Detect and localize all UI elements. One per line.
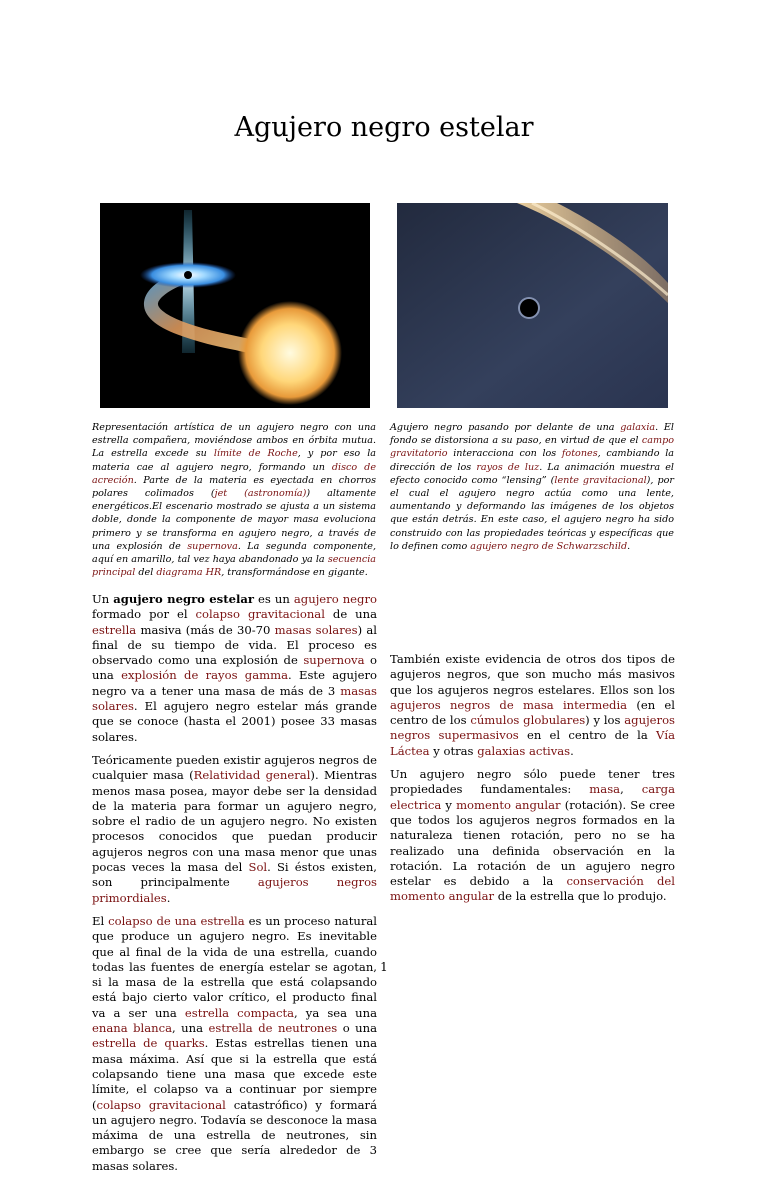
- link-lente-gravitacional[interactable]: lente gravitacional: [554, 474, 647, 486]
- link-colapso-gravitacional[interactable]: colapso gravitacional: [195, 607, 325, 622]
- black-hole-companion-star-image: [100, 203, 370, 408]
- link-galaxias-activas[interactable]: galaxias activas: [477, 743, 571, 758]
- link-agujeros-masa-intermedia[interactable]: agujeros negros de masa intermedia: [390, 697, 628, 712]
- link-masa[interactable]: masa: [589, 782, 621, 797]
- link-relatividad-general[interactable]: Relatividad general: [193, 768, 311, 783]
- page-title: Agujero negro estelar: [234, 112, 534, 143]
- link-disco-de-acrecion[interactable]: disco de acreción: [92, 461, 377, 486]
- body-column-right: [390, 652, 675, 913]
- paragraph-colapso-a: El colapso de una estrella es un proceso natural que produce un agujero negro. Es inevitable que al final de la vida de una estrella, cuando todas las fuentes de energía estelar se agotan, si la masa de la estrella que está colapsando está bajo cierto valor crítico, el producto final va a ser una estrella compacta, ya sea una enana blanca, una estrella de neutrones o una estrella de quarks. Estas estrellas tienen una masa máxima. Así que si la estrella que está colapsando tiene una masa que excede este límite, el colapso va a continuar por siempre (colapso gravitacional catastrófico) y formará un agujero negro. Todavía se desconoce la masa máxima de una estrella de neutrones, sin embargo se cree que sería alrededor de 3 masas solares.: [92, 913, 378, 1173]
- link-momento-angular[interactable]: momento angular: [456, 797, 561, 812]
- link-colapso-de-una-estrella[interactable]: colapso de una estrella: [108, 913, 245, 928]
- link-estrella[interactable]: estrella: [92, 622, 137, 637]
- body-column-left: [92, 592, 377, 1182]
- link-diagrama-hr[interactable]: diagrama HR: [156, 567, 222, 579]
- link-estrella-compacta[interactable]: estrella compacta: [184, 1005, 295, 1020]
- link-rayos-de-luz[interactable]: rayos de luz: [476, 461, 540, 473]
- black-hole-lensing-galaxy-image: [397, 203, 668, 408]
- link-agujeros-negros-primordiales[interactable]: agujeros negros primordiales: [92, 875, 377, 905]
- link-secuencia-principal[interactable]: secuencia principal: [92, 554, 376, 579]
- link-galaxia[interactable]: galaxia: [620, 422, 656, 433]
- link-carga-electrica[interactable]: carga electrica: [390, 782, 676, 812]
- link-estrella-de-quarks[interactable]: estrella de quarks: [92, 1036, 205, 1051]
- link-agujero-negro-schwarzschild[interactable]: agujero negro de Schwarzschild: [470, 540, 628, 552]
- link-jet-astronomia[interactable]: jet (astronomía): [214, 488, 307, 500]
- page-number: 1: [380, 960, 388, 974]
- link-masas-solares[interactable]: masas solares: [274, 622, 358, 637]
- caption-right: Agujero negro pasando por delante de una galaxia. El fondo se distorsiona a su paso, en virtud de que el campo gravitatorio interacciona con los fotones, cambiando la dirección de los rayos de luz. La animación muestra el efecto conocido como “lensing” (lente gravitacional), por el cual el agujero negro actúa como una lente, aumentando y deformando las imágenes de los objetos que están detrás. En este caso, el agujero negro ha sido construido con las propiedades teóricas y específicas que lo definen como agujero negro de Schwarzschild.: [390, 422, 675, 552]
- link-via-lactea[interactable]: Vía Láctea: [390, 728, 675, 758]
- link-masas-solares-2[interactable]: masas solares: [92, 683, 377, 714]
- link-supernova[interactable]: supernova: [187, 540, 238, 552]
- link-explosion-rayos-gamma[interactable]: explosión de rayos gamma: [121, 668, 289, 683]
- link-colapso-gravitacional-2[interactable]: colapso gravitacional: [96, 1097, 226, 1112]
- link-conservacion-momento-angular[interactable]: conservación del momento angular: [390, 874, 675, 904]
- paragraph-otros-tipos: También existe evidencia de otros dos tipos de agujeros negros, que son mucho más masivos que los agujeros negros estelares. Ellos son los agujeros negros de masa intermedia (en el centro de los cúmulos globulares) y los agujeros negros supermasivos en el centro de la Vía Láctea y otras galaxias activas.: [390, 652, 675, 758]
- link-fotones[interactable]: fotones: [561, 448, 598, 460]
- link-agujero-negro[interactable]: agujero negro: [293, 592, 377, 606]
- link-estrella-de-neutrones[interactable]: estrella de neutrones: [208, 1021, 338, 1036]
- link-limite-de-roche[interactable]: límite de Roche: [213, 448, 298, 460]
- link-campo-gravitatorio[interactable]: campo gravitatorio: [390, 435, 674, 460]
- caption-left: Representación artística de un agujero negro con una estrella compañera, moviéndose ambos en órbita mutua. La estrella excede su límite de Roche, y por eso la materia cae al agujero negro, formando un disco de acreción. Parte de la materia es eyectada en chorros polares colimados (jet (astronomía)) altamente energéticos.El escenario mostrado se ajusta a un sistema doble, donde la componente de mayor masa evoluciona primero y se transforma en agujero negro, a través de una explosión de supernova. La segunda componente, aquí en amarillo, tal vez haya abandonado ya la secuencia principal del diagrama HR, transformándose en gigante.: [92, 422, 377, 579]
- paragraph-intro: Un agujero negro estelar es un agujero negro formado por el colapso gravitacional de una estrella masiva (más de 30-70 masas solares) al final de su tiempo de vida. El proceso es observado como una explosión de supernova o una explosión de rayos gamma. Este agujero negro va a tener una masa de más de 3 masas solares. El agujero negro estelar más grande que se conoce (hasta el 2001) posee 33 masas solares.: [92, 592, 378, 744]
- link-enana-blanca[interactable]: enana blanca: [92, 1021, 173, 1036]
- link-sol[interactable]: Sol: [248, 860, 268, 875]
- paragraph-propiedades: Un agujero negro sólo puede tener tres propiedades fundamentales: masa, carga electrica y momento angular (rotación). Se cree que todos los agujeros negros formados en la naturaleza tienen rotación, pero no se ha realizado una definida observación en la rotación. La rotación de un agujero negro estelar es debido a la conservación del momento angular de la estrella que lo produjo.: [390, 767, 676, 904]
- link-agujeros-supermasivos[interactable]: agujeros negros supermasivos: [390, 713, 675, 743]
- term-agujero-negro-estelar: agujero negro estelar: [113, 592, 254, 606]
- link-cumulos-globulares[interactable]: cúmulos globulares: [470, 713, 586, 728]
- paragraph-teoria: Teóricamente pueden existir agujeros negros de cualquier masa (Relatividad general). Mientras menos masa posea, mayor debe ser la densidad de la materia para formar un agujero negro, sobre el radio de un agujero negro. No existen procesos conocidos que puedan producir agujeros negros con una masa menor que unas pocas veces la masa del Sol. Si éstos existen, son principalmente agujeros negros primordiales.: [92, 752, 377, 905]
- link-supernova-body[interactable]: supernova: [303, 653, 365, 668]
